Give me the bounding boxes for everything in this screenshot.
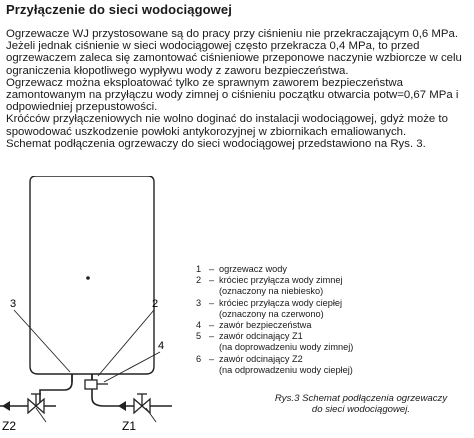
safety-valve: [85, 380, 97, 389]
legend-dash: –: [209, 275, 215, 286]
label-3: 3: [10, 298, 17, 310]
legend-subtext: (na doprowadzeniu wody zimnej): [219, 342, 354, 353]
legend-number: 6: [196, 353, 202, 364]
legend-entry-5: [196, 331, 466, 353]
legend-number: 4: [196, 320, 202, 331]
section-title: Przyłączenie do sieci wodociągowej: [6, 2, 232, 17]
legend-subtext: (oznaczony na niebiesko): [219, 286, 324, 297]
legend-text: zawór odcinający Z1: [219, 331, 303, 342]
legend-dash: –: [209, 264, 215, 274]
heater-center-marker: [86, 276, 90, 280]
legend-text: ogrzewacz wody: [219, 264, 287, 274]
legend-entry-2: [196, 275, 466, 297]
legend-subtext: (oznaczony na czerwono): [219, 308, 324, 319]
paragraph-diagram-reference: Schemat podłączenia ogrzewaczy do sieci wodociągowej przedstawiono na Rys. 3.: [6, 137, 426, 150]
legend: [196, 264, 466, 376]
legend-text: zawór odcinający Z2: [219, 353, 303, 364]
legend-entry-3: [196, 298, 466, 320]
paragraph-safety-valve: Ogrzewacz można eksploatować tylko ze sprawnym zaworem bezpieczeństwa zamontowanym na przyłączu wody zimnej o ciśnieniu początku otwarcia potw=0,67 MPa i odpowiedniej przepustowości.: [6, 76, 459, 114]
legend-number: 5: [196, 331, 202, 342]
legend-dash: –: [209, 331, 215, 342]
connection-diagram: [0, 176, 200, 438]
legend-text: króciec przyłącza wody ciepłej: [219, 297, 343, 308]
legend-entry-6: [196, 354, 466, 376]
label-2: 2: [152, 298, 159, 310]
legend-text: króciec przyłącza wody zimnej: [219, 275, 343, 286]
legend-text: zawór bezpieczeństwa: [219, 320, 312, 331]
legend-entry-1: [196, 264, 466, 275]
cold-water-pipe: [92, 389, 140, 406]
figure-caption: [255, 393, 467, 415]
caption-line-1: Rys.3 Schemat podłączenia ogrzewaczy: [274, 393, 448, 404]
label-z2: Z2: [2, 419, 17, 433]
legend-dash: –: [209, 353, 215, 364]
legend-number: 3: [196, 297, 202, 308]
body-text: [6, 28, 468, 150]
paragraph-connectors: Króćców przyłączeniowych nie wolno doginać do instalacji wodociągowej, gdyż może to spowodować uszkodzenie powłoki antykorozyjnej w zbiornikach emaliowanych.: [6, 113, 448, 138]
legend-number: 1: [196, 264, 202, 274]
label-z1: Z1: [122, 419, 137, 433]
legend-entry-4: [196, 320, 466, 331]
flow-arrow-left: [2, 401, 10, 411]
flow-arrow-right: [118, 401, 126, 411]
hot-water-pipe: [40, 382, 72, 406]
legend-dash: –: [209, 320, 215, 331]
legend-subtext: (na odprowadzeniu wody ciepłej): [219, 364, 353, 375]
water-heater-tank: [30, 176, 154, 374]
caption-line-2: do sieci wodociągowej.: [311, 404, 411, 416]
label-4: 4: [158, 340, 165, 352]
legend-dash: –: [209, 297, 215, 308]
legend-number: 2: [196, 275, 202, 286]
paragraph-pressure: Ogrzewacze WJ przystosowane są do pracy przy ciśnieniu nie przekraczającym 0,6 MPa. Jeżeli jednak ciśnienie w sieci wodociągowej często przekracza 0,4 MPa, to przed ogrzewaczem zaleca się zamontować ciśnieniowe przeponowe naczynie wzbiorcze w celu ograniczenia kłopotliwego wypływu wody z zaworu bezpieczeństwa.: [6, 28, 462, 77]
